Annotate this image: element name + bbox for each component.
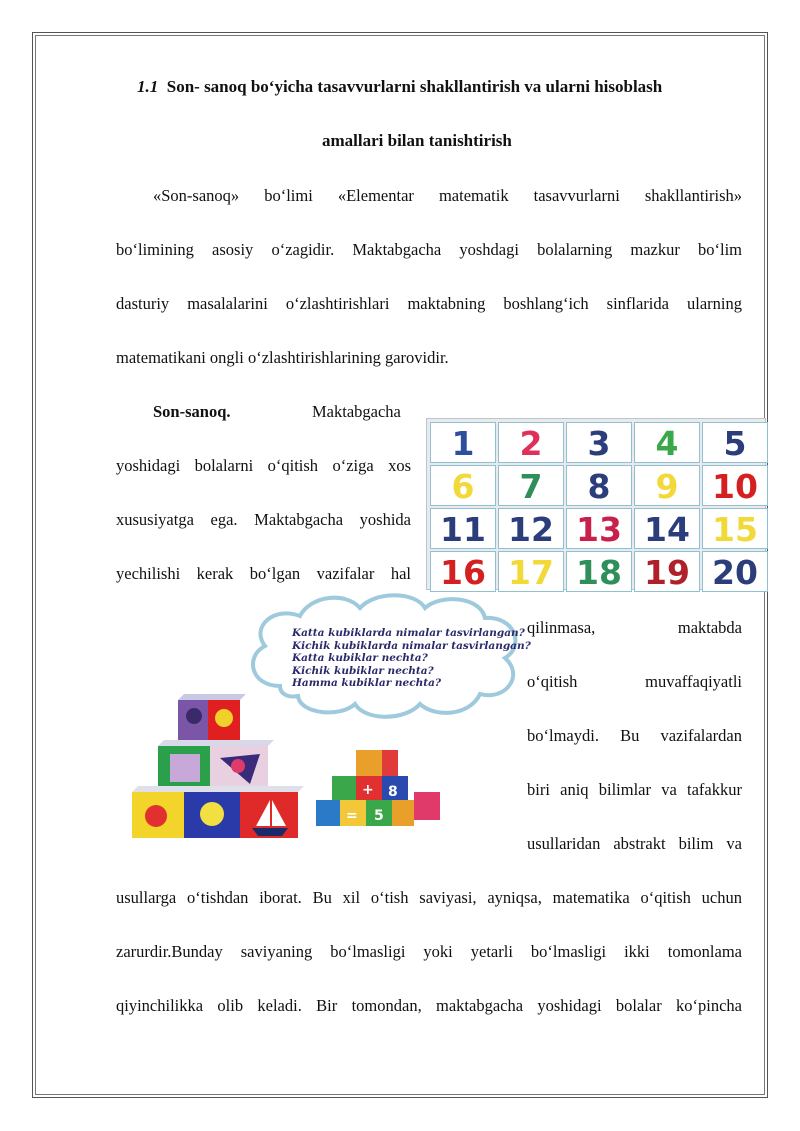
cloud-questions (292, 627, 531, 690)
cloud-question: Hamma kubiklar nechta? (292, 677, 442, 690)
section-number: 1.1 (137, 77, 159, 96)
cubes-drawing (120, 688, 450, 848)
number-cell: 19 (634, 551, 700, 592)
number-cell: 8 (566, 465, 632, 506)
paragraph2-lead: Son-sanoq. (153, 402, 231, 421)
number-cell: 5 (702, 422, 768, 463)
number-cell: 10 (702, 465, 768, 506)
cloud-question: Katta kubiklar nechta? (292, 652, 428, 665)
cubes-illustration (120, 688, 450, 853)
paragraph2-right-line: usullaridan abstrakt bilim va (527, 834, 742, 853)
number-cell: 6 (430, 465, 496, 506)
svg-text:8: 8 (388, 784, 398, 800)
paragraph1-line: bo‘limining asosiy o‘zagidir. Maktabgacha yoshdagi bolalarning mazkur bo‘lim (116, 240, 742, 259)
number-cell: 3 (566, 422, 632, 463)
number-cell: 7 (498, 465, 564, 506)
number-grid-image (426, 418, 766, 590)
number-cell: 1 (430, 422, 496, 463)
number-cell: 9 (634, 465, 700, 506)
svg-text:+: + (362, 782, 374, 798)
number-cell: 20 (702, 551, 768, 592)
number-cell: 11 (430, 508, 496, 549)
number-cell: 16 (430, 551, 496, 592)
paragraph2-full-line: zarurdir.Bunday saviyaning bo‘lmasligi yoki yetarli bo‘lmasligi ikki tomonlama (116, 942, 742, 961)
cloud-question: Kichik kubiklarda nimalar tasvirlangan? (292, 639, 531, 652)
section-heading-line2: amallari bilan tanishtirish (322, 131, 512, 150)
small-cubes (316, 750, 440, 826)
cloud-question: Katta kubiklarda nimalar tasvirlangan? (292, 627, 525, 639)
paragraph2-left-line: xususiyatga ega. Maktabgacha yoshida (116, 510, 411, 529)
number-cell: 12 (498, 508, 564, 549)
paragraph2-right-line: qilinmasa, maktabda (527, 618, 742, 637)
paragraph2-left-line: yechilishi kerak bo‘lgan vazifalar hal (116, 564, 411, 583)
paragraph2-right-line: o‘qitish muvaffaqiyatli (527, 672, 742, 691)
paragraph2-right-line: biri aniq bilimlar va tafakkur (527, 780, 742, 799)
number-cell: 15 (702, 508, 768, 549)
paragraph2-full-line: qiyinchilikka olib keladi. Bir tomondan, maktabgacha yoshidagi bolalar ko‘pincha (116, 996, 742, 1015)
section-heading-line1 (137, 77, 662, 97)
number-cell: 18 (566, 551, 632, 592)
svg-text:5: 5 (374, 808, 384, 824)
svg-text:=: = (346, 808, 358, 824)
number-cell: 17 (498, 551, 564, 592)
paragraph2-right-line: bo‘lmaydi. Bu vazifalardan (527, 726, 742, 745)
paragraph1-last-line: matematikani ongli o‘zlashtirishlarining garovidir. (116, 348, 449, 367)
paragraph2-left-line: yoshidagi bolalarni o‘qitish o‘ziga xos (116, 456, 411, 475)
paragraph2-full-line: usullarga o‘tishdan iborat. Bu xil o‘tish saviyasi, ayniqsa, matematika o‘qitish uchun (116, 888, 742, 907)
paragraph2-first-rest: Maktabgacha (312, 402, 401, 421)
number-cell: 2 (498, 422, 564, 463)
big-cubes (132, 694, 304, 838)
section-title-part1: Son- sanoq bo‘yicha tasavvurlarni shakllantirish va ularni hisoblash (166, 77, 663, 96)
number-cell: 14 (634, 508, 700, 549)
paragraph1-line: dasturiy masalalarini o‘zlashtirishlari maktabning boshlang‘ich sinflarida ularning (116, 294, 742, 313)
paragraph1-line: «Son-sanoq» bo‘limi «Elementar matematik tasavvurlarni shakllantirish» (153, 186, 742, 205)
number-cell: 13 (566, 508, 632, 549)
cloud-question: Kichik kubiklar nechta? (292, 664, 434, 677)
number-cell: 4 (634, 422, 700, 463)
